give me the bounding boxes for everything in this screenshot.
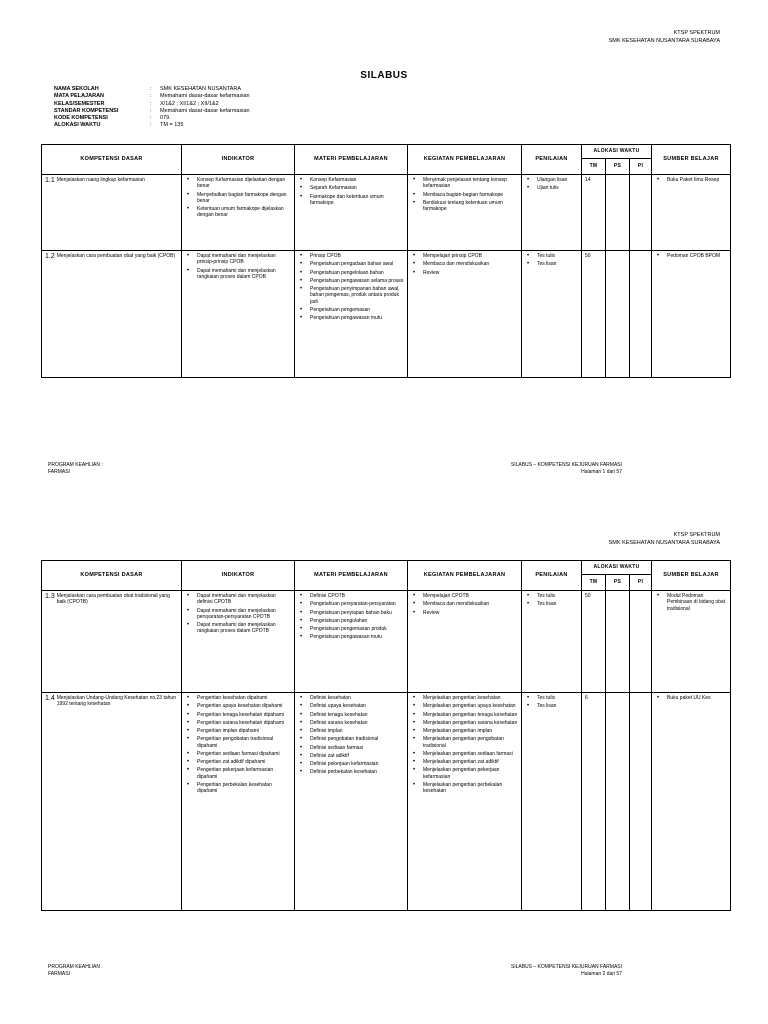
- materi-item: • Definisi implan: [298, 728, 404, 734]
- kd-number: 1.2: [45, 253, 55, 260]
- kd-text: Menjelaskan cara pembuatan obat tradisional yang baik (CPOTB): [56, 593, 170, 606]
- penilaian-cell: [522, 591, 582, 693]
- materi-item: • Definisi kesehatan: [298, 695, 404, 701]
- info-label: STANDAR KOMPETENSI: [54, 107, 119, 114]
- kegiatan-item: • Menjelaskan pengertian sediaan farmasi: [411, 751, 518, 757]
- kegiatan-item: • Membaca bagian-bagian farmakope: [411, 192, 518, 198]
- penilaian-list: [525, 177, 578, 192]
- kegiatan-item: • Menjelaskan pengertian pekerjaan kefarmasian: [411, 767, 518, 780]
- info-value: Memahami dasar-dasar kefarmasian: [160, 107, 250, 114]
- info-label: NAMA SEKOLAH: [54, 86, 99, 92]
- kegiatan-cell: [408, 693, 522, 911]
- penilaian-cell: [522, 175, 582, 251]
- col-penilaian: PENILAIAN: [522, 561, 582, 591]
- indikator-cell: [182, 175, 295, 251]
- materi-item: • Pengetahuan penyiapan bahan baku: [298, 610, 404, 616]
- penilaian-list: [525, 253, 578, 268]
- footer-program-label: PROGRAM KEAHLIAN :: [48, 462, 103, 468]
- kd-text: Menjelaskan cara pembuatan obat yang baik (CPOB): [56, 253, 176, 259]
- ps-cell: [606, 251, 630, 378]
- kegiatan-item: • Berdiskusi tentang ketentuan umum farmakope: [411, 200, 518, 213]
- col-ps: PS: [606, 575, 630, 591]
- penilaian-item: • Ujian tulis: [525, 185, 578, 191]
- indikator-list: [185, 177, 291, 219]
- info-label: KELAS/SEMESTER: [54, 100, 105, 107]
- indikator-item: • Pengertian tenaga kesehatan dipahami: [185, 712, 291, 718]
- materi-item: • Pengetahuan penyimpanan bahan awal, bahan pengemas, produk antara produk jadi: [298, 286, 404, 305]
- info-label: ALOKASI WAKTU: [54, 122, 101, 129]
- materi-item: • Pengetahuan pengemasan: [298, 307, 404, 313]
- kegiatan-list: [411, 177, 518, 212]
- footer-program: [48, 964, 103, 977]
- page-number: Halaman 2 dari 57: [581, 970, 622, 977]
- col-pi: PI: [630, 575, 652, 591]
- materi-item: • Definisi pekerjaan kefarmasian: [298, 761, 404, 767]
- kegiatan-cell: [408, 251, 522, 378]
- indikator-cell: [182, 251, 295, 378]
- indikator-item: • Pengertian pengobatan tradisional dipahami: [185, 736, 291, 749]
- kompetensi-dasar-cell: [42, 175, 182, 251]
- materi-item: • Definisi zat adiktif: [298, 753, 404, 759]
- penilaian-cell: [522, 251, 582, 378]
- sumber-item: • Pedoman CPOB BPOM: [655, 253, 727, 259]
- info-value: TM = 135: [160, 122, 184, 129]
- info-label: KODE KOMPETENSI: [54, 115, 108, 121]
- sumber-list: [655, 695, 727, 701]
- page-number: Halaman 1 dari 57: [581, 468, 622, 475]
- indikator-item: • Pengertian upaya kesehatan dipahami: [185, 703, 291, 709]
- indikator-item: • Pengertian pekerjaan kefarmasian dipahami: [185, 767, 291, 780]
- footer-program-value: FARMASI: [48, 468, 70, 475]
- indikator-item: • Pengertian sarana kesehatan dipahami: [185, 720, 291, 726]
- col-kegiatan: KEGIATAN PEMBELAJARAN: [408, 561, 522, 591]
- info-block: [54, 86, 250, 130]
- kompetensi-dasar-cell: [42, 591, 182, 693]
- col-materi: MATERI PEMBELAJARAN: [295, 561, 408, 591]
- sumber-cell: [652, 251, 731, 378]
- header-line-1: KTSP SPEKTRUM: [673, 30, 720, 36]
- sumber-item: • Buku Paket Ilmu Resep: [655, 177, 727, 183]
- kegiatan-item: • Membaca dan mendiskusikan: [411, 601, 518, 607]
- materi-item: • Definisi sediaan farmasi: [298, 745, 404, 751]
- materi-item: • Pengetahuan persyaratan-persyaratan: [298, 601, 404, 607]
- kegiatan-list: [411, 253, 518, 276]
- footer-title: SILABUS – KOMPETENSI KEJURUAN FARMASI: [510, 462, 622, 468]
- col-alokasi-waktu: ALOKASI WAKTU: [582, 561, 652, 575]
- pi-cell: [630, 175, 652, 251]
- indikator-item: • Dapat memahami dan menjelaskan rangkaian proses dalam CPOTB: [185, 622, 291, 635]
- table-row: [42, 175, 731, 251]
- kegiatan-item: • Menjelaskan pengertian perbekalan kesehatan: [411, 782, 518, 795]
- indikator-list: [185, 695, 291, 794]
- col-tm: TM: [582, 575, 606, 591]
- tm-cell: 50: [582, 591, 606, 693]
- col-indikator: INDIKATOR: [182, 561, 295, 591]
- penilaian-item: • Tes lisan: [525, 261, 578, 267]
- indikator-cell: [182, 693, 295, 911]
- footer-program-label: PROGRAM KEAHLIAN :: [48, 964, 103, 970]
- silabus-table-page-1: [41, 144, 731, 378]
- indikator-item: • Pengertian sediaan farmasi dipahami: [185, 751, 291, 757]
- footer-right: [511, 964, 622, 977]
- kegiatan-item: • Menjelaskan pengertian implan: [411, 728, 518, 734]
- materi-list: [298, 695, 404, 776]
- col-kegiatan: KEGIATAN PEMBELAJARAN: [408, 145, 522, 175]
- kegiatan-item: • Menjelaskan pengertian sarana kesehatan: [411, 720, 518, 726]
- materi-cell: [295, 175, 408, 251]
- info-value: Memahami dasar-dasar kefarmasian: [160, 93, 250, 100]
- table-row: [42, 693, 731, 911]
- indikator-item: • Pengertian implan dipahami: [185, 728, 291, 734]
- indikator-item: • Dapat memahami dan menjelaskan definisi CPOTB: [185, 593, 291, 606]
- header-line-2: SMK KESEHATAN NUSANTARA SURABAYA: [608, 539, 720, 546]
- kegiatan-item: • Menyimak penjelasan tentang konsep kefarmasian: [411, 177, 518, 190]
- col-kompetensi-dasar: KOMPETENSI DASAR: [42, 145, 182, 175]
- indikator-item: • Dapat memahami dan menjelaskan rangkaian proses dalam CPOB: [185, 268, 291, 281]
- page-header: [609, 30, 720, 45]
- indikator-cell: [182, 591, 295, 693]
- materi-list: [298, 593, 404, 641]
- footer-program-value: FARMASI: [48, 970, 70, 977]
- materi-item: • Definisi CPOTB: [298, 593, 404, 599]
- sumber-item: • Buku paket UU Kes: [655, 695, 727, 701]
- kegiatan-item: • Menjelaskan pengertian zat adiktif: [411, 759, 518, 765]
- ps-cell: [606, 693, 630, 911]
- kegiatan-item: • Menjelaskan pengertian kesehatan: [411, 695, 518, 701]
- kegiatan-list: [411, 593, 518, 616]
- penilaian-list: [525, 695, 578, 710]
- penilaian-list: [525, 593, 578, 608]
- kegiatan-item: • Membaca dan mendiskusikan: [411, 261, 518, 267]
- kegiatan-item: • Mempelajari prinsip CPOB: [411, 253, 518, 259]
- table-row: [42, 251, 731, 378]
- indikator-item: • Ketentuan umum farmakope dijelaskan dengan benar: [185, 206, 291, 219]
- penilaian-item: • Tes tulis: [525, 695, 578, 701]
- silabus-table-page-2: [41, 560, 731, 911]
- kegiatan-item: • Mempelajari CPOTB: [411, 593, 518, 599]
- footer-program: [48, 462, 103, 475]
- info-row: NAMA SEKOLAH : SMK KESEHATAN NUSANTARA: [54, 86, 241, 92]
- indikator-item: • Menyebutkan bagian farmakope dengan benar: [185, 192, 291, 205]
- kegiatan-item: • Menjelaskan pengertian pengobatan tradisional: [411, 736, 518, 749]
- indikator-item: • Pengertian kesehatan dipahami: [185, 695, 291, 701]
- sumber-list: [655, 253, 727, 259]
- info-row: ALOKASI WAKTU : TM = 135: [54, 122, 184, 129]
- materi-item: • Definisi pengobatan tradisional: [298, 736, 404, 742]
- col-kompetensi-dasar: KOMPETENSI DASAR: [42, 561, 182, 591]
- kegiatan-item: • Review: [411, 610, 518, 616]
- indikator-list: [185, 593, 291, 635]
- footer-right: [511, 462, 622, 475]
- col-indikator: INDIKATOR: [182, 145, 295, 175]
- kegiatan-item: • Menjelaskan pengertian tenaga kesehatan: [411, 712, 518, 718]
- pi-cell: [630, 693, 652, 911]
- materi-item: • Prinsip CPOB: [298, 253, 404, 259]
- kegiatan-cell: [408, 175, 522, 251]
- penilaian-item: • Tes lisan: [525, 703, 578, 709]
- penilaian-cell: [522, 693, 582, 911]
- info-row: MATA PELAJARAN : Memahami dasar-dasar kefarmasian: [54, 93, 250, 100]
- info-value: 079.: [160, 115, 171, 121]
- materi-cell: [295, 591, 408, 693]
- materi-item: • Farmakope dan ketentuan umum farmakope: [298, 194, 404, 207]
- indikator-item: • Pengertian zat adiktif dipahami: [185, 759, 291, 765]
- sumber-list: [655, 177, 727, 183]
- sumber-cell: [652, 175, 731, 251]
- tm-cell: 6: [582, 693, 606, 911]
- materi-item: • Konsep Kefarmasian: [298, 177, 404, 183]
- header-line-1: KTSP SPEKTRUM: [673, 532, 720, 538]
- info-value: X/1&2 ; XI/1&2 ; XII/1&2: [160, 100, 219, 107]
- materi-item: • Sejarah Kefarmasian: [298, 185, 404, 191]
- info-label: MATA PELAJARAN: [54, 93, 105, 100]
- kegiatan-item: • Review: [411, 270, 518, 276]
- footer-title: SILABUS – KOMPETENSI KEJURUAN FARMASI: [510, 964, 622, 970]
- kegiatan-list: [411, 695, 518, 794]
- sumber-item: • Modul Pedoman Pembinaan di bidang obat tradisional: [655, 593, 727, 612]
- info-row: KODE KOMPETENSI : 079.: [54, 115, 171, 121]
- col-alokasi-waktu: ALOKASI WAKTU: [582, 145, 652, 159]
- materi-item: • Pengetahuan pengawasan selama proses: [298, 278, 404, 284]
- table-row: [42, 591, 731, 693]
- kd-number: 1.4: [45, 695, 55, 702]
- kd-number: 1.1: [45, 177, 55, 184]
- sumber-list: [655, 593, 727, 612]
- materi-item: • Definisi sarana kesehatan: [298, 720, 404, 726]
- materi-list: [298, 253, 404, 321]
- materi-item: • Pengetahuan pengolahan: [298, 618, 404, 624]
- materi-cell: [295, 251, 408, 378]
- indikator-item: • Dapat memahami dan menjelaskan persyaratan-persyaratan CPOTB: [185, 608, 291, 621]
- indikator-item: • Dapat memahami dan menjelaskan prinsip-prinsip CPOB: [185, 253, 291, 266]
- col-penilaian: PENILAIAN: [522, 145, 582, 175]
- pi-cell: [630, 251, 652, 378]
- col-tm: TM: [582, 159, 606, 175]
- materi-item: • Definisi tenaga kesehatan: [298, 712, 404, 718]
- col-pi: PI: [630, 159, 652, 175]
- penilaian-item: • Tes tulis: [525, 593, 578, 599]
- kompetensi-dasar-cell: [42, 693, 182, 911]
- ps-cell: [606, 175, 630, 251]
- sumber-cell: [652, 693, 731, 911]
- sumber-cell: [652, 591, 731, 693]
- info-value: SMK KESEHATAN NUSANTARA: [160, 86, 241, 92]
- materi-item: • Pengetahuan pengawasan mutu: [298, 315, 404, 321]
- info-row: KELAS/SEMESTER : X/1&2 ; XI/1&2 ; XII/1&2: [54, 100, 219, 107]
- kd-number: 1.3: [45, 593, 55, 600]
- materi-item: • Pengetahuan pengawasan mutu: [298, 634, 404, 640]
- col-sumber-belajar: SUMBER BELAJAR: [652, 145, 731, 175]
- indikator-item: • Pengertian perbekalan kesehatan dipahami: [185, 782, 291, 795]
- info-row: STANDAR KOMPETENSI : Memahami dasar-dasar kefarmasian: [54, 107, 250, 114]
- materi-item: • Pengetahuan pengadaan bahan awal: [298, 261, 404, 267]
- kegiatan-cell: [408, 591, 522, 693]
- indikator-item: • Konsep Kefarmasian dijelaskan dengan benar: [185, 177, 291, 190]
- col-materi: MATERI PEMBELAJARAN: [295, 145, 408, 175]
- tm-cell: 50: [582, 251, 606, 378]
- pi-cell: [630, 591, 652, 693]
- materi-item: • Definisi upaya kesehatan: [298, 703, 404, 709]
- page-title: SILABUS: [360, 70, 408, 81]
- penilaian-item: • Ulangan lisan: [525, 177, 578, 183]
- col-sumber-belajar: SUMBER BELAJAR: [652, 561, 731, 591]
- penilaian-item: • Tes tulis: [525, 253, 578, 259]
- materi-cell: [295, 693, 408, 911]
- col-ps: PS: [606, 159, 630, 175]
- kompetensi-dasar-cell: [42, 251, 182, 378]
- penilaian-item: • Tes lisan: [525, 601, 578, 607]
- indikator-list: [185, 253, 291, 280]
- materi-item: • Pengetahuan pengelolaan bahan: [298, 270, 404, 276]
- materi-list: [298, 177, 404, 206]
- header-line-2: SMK KESEHATAN NUSANTARA SURABAYA: [608, 37, 720, 44]
- materi-item: • Definisi perbekalan kesehatan: [298, 769, 404, 775]
- kegiatan-item: • Menjelaskan pengertian upaya kesehatan: [411, 703, 518, 709]
- kd-text: Menjelaskan Undang-Undang Kesehatan no.23 tahun 1992 tentang kesehatan: [56, 695, 176, 708]
- page-header: [609, 532, 720, 547]
- ps-cell: [606, 591, 630, 693]
- tm-cell: 14: [582, 175, 606, 251]
- materi-item: • Pengetahuan pengemasan produk: [298, 626, 404, 632]
- kd-text: Menjelaskan ruang lingkup kefarmasian: [56, 177, 145, 183]
